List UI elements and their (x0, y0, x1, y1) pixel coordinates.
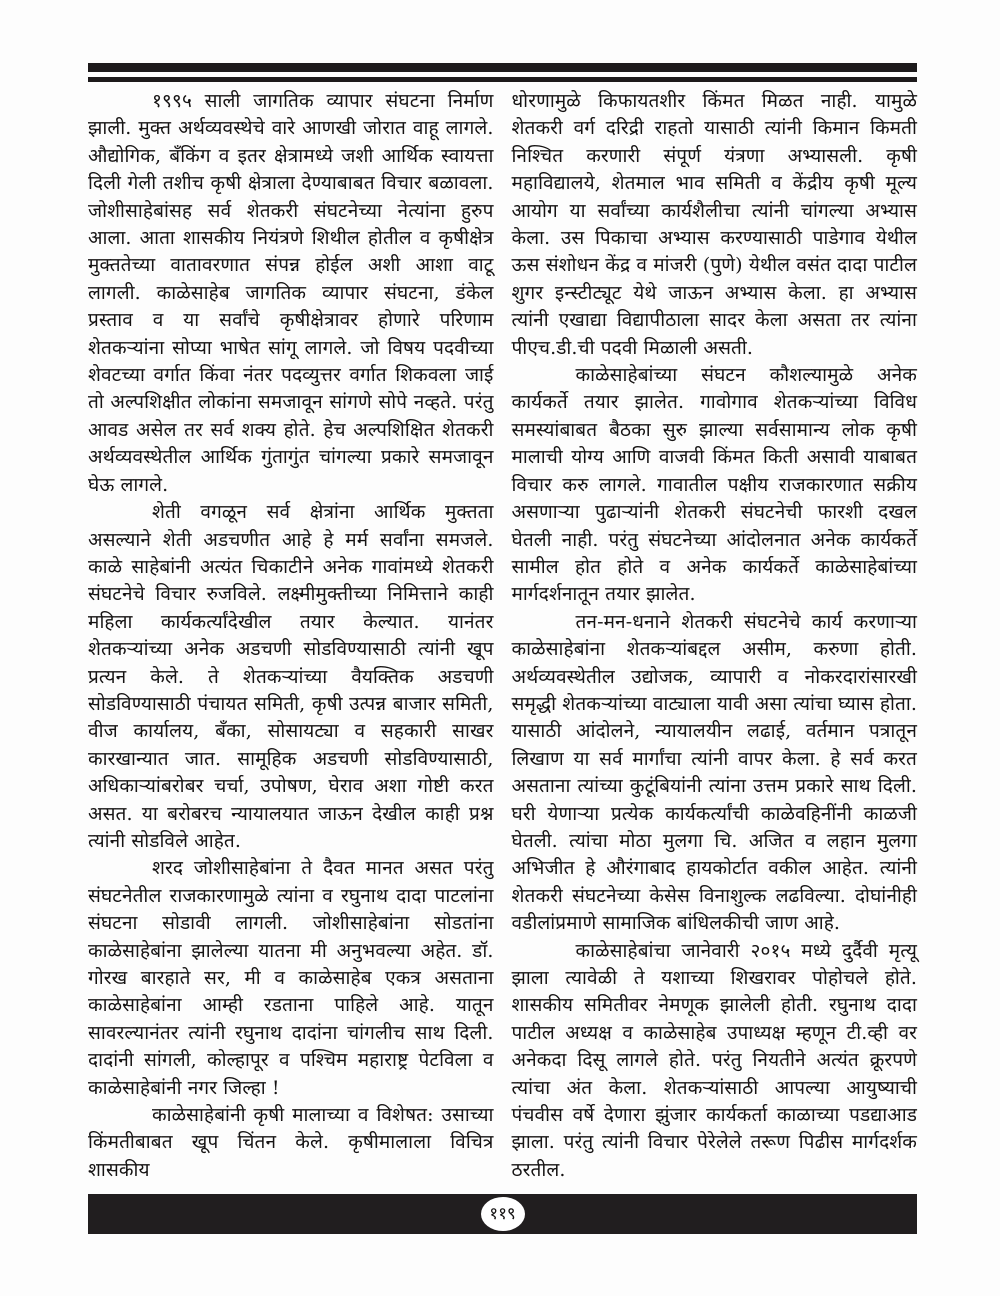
header-rule-thin (88, 77, 917, 82)
paragraph-4: काळेसाहेबांनी कृषी मालाच्या व विशेषत: उसाच्या किंमतीबाबत खूप चिंतन केले. कृषीमालाला विचित्र शासकीय (88, 1104, 494, 1181)
paragraph-5: काळेसाहेबांच्या संघटन कौशल्यामुळे अनेक कार्यकर्ते तयार झालेत. गावोगाव शेतकऱ्यांच्या विविध समस्यांबाबत बैठका सुरु झाल्या सर्वसामान्य लोक कृषी मालाची योग्य आणि वाजवी किंमत किती असावी याबाबत विचार करु लागले. गावातील पक्षीय राजकारणात सक्रीय असणाऱ्या पुढाऱ्यांनी शेतकरी संघटनेची फारशी दखल घेतली नाही. परंतु संघटनेच्या आंदोलनात अनेक कार्यकर्ते सामील होत होते व अनेक कार्यकर्ते काळेसाहेबांच्या मार्गदर्शनातून तयार झालेत. (511, 364, 917, 606)
page-number-badge (481, 1197, 525, 1231)
paragraph-6: तन-मन-धनाने शेतकरी संघटनेचे कार्य करणाऱ्या काळेसाहेबांना शेतकऱ्यांबद्दल असीम, करुणा होती. अर्थव्यवस्थेतील उद्योजक, व्यापारी व नोकरदारांसारखी समृद्धी शेतकऱ्यांच्या वाट्याला यावी असा त्यांचा घ्यास होता. यासाठी आंदोलने, न्यायालयीन लढाई, वर्तमान पत्रातून लिखाण या सर्व मार्गांचा त्यांनी वापर केला. हे सर्व करत असताना त्यांच्या कुटूंबियांनी त्यांना उत्तम प्रकारे साथ दिली. घरी येणाऱ्या प्रत्येक कार्यकर्त्यांची काळेवहिनींनी काळजी घेतली. त्यांचा मोठा मुलगा चि. अजित व लहान मुलगा अभिजीत हे औरंगाबाद हायकोर्टात वकील आहेत. त्यांनी शेतकरी संघटनेच्या केसेस विनाशुल्क लढविल्या. दोघांनीही वडीलांप्रमाणे सामाजिक बांधिलकीची जाण आहे. (511, 610, 917, 935)
paragraph-2: शेती वगळून सर्व क्षेत्रांना आर्थिक मुक्तता असल्याने शेती अडचणीत आहे हे मर्म सर्वांना समजले. काळे साहेबांनी अत्यंत चिकाटीने अनेक गावांमध्ये शेतकरी संघटनेचे विचार रुजविले. लक्ष्मीमुक्तीच्या निमित्ताने काही महिला कार्यकर्त्यांदेखील तयार केल्यात. यानंतर शेतकऱ्यांच्या अनेक अडचणी सोडविण्यासाठी त्यांनी खूप प्रत्यन केले. ते शेतकऱ्यांच्या वैयक्तिक अडचणी सोडविण्यासाठी पंचायत समिती, कृषी उत्पन्न बाजार समिती, वीज कार्यालय, बँका, सोसायट्या व सहकारी साखर कारखान्यात जात. सामूहिक अडचणी सोडविण्यासाठी, अधिकाऱ्यांबरोबर चर्चा, उपोषण, घेराव अशा गोष्टी करत असत. या बरोबरच न्यायालयात जाऊन देखील काही प्रश्न त्यांनी सोडविले आहेत. (88, 501, 494, 852)
page-number: ११९ (489, 1203, 516, 1224)
left-column (88, 88, 494, 1213)
paragraph-4-continued: धोरणामुळे किफायतशीर किंमत मिळत नाही. यामुळे शेतकरी वर्ग दरिद्री राहतो यासाठी त्यांनी किमान किमती निश्चित करणारी संपूर्ण यंत्रणा अभ्यासली. कृषी महाविद्यालये, शेतमाल भाव समिती व केंद्रीय कृषी मूल्य आयोग या सर्वांच्या कार्यशैलीचा त्यांनी चांगल्या अभ्यास केला. उस पिकाचा अभ्यास करण्यासाठी पाडेगाव येथील ऊस संशोधन केंद्र व मांजरी (पुणे) येथील वसंत दादा पाटील शुगर इन्स्टीट्यूट येथे जाऊन अभ्यास केला. हा अभ्यास त्यांनी एखाद्या विद्यापीठाला सादर केला असता तर त्यांना पीएच.डी.ची पदवी मिळाली असती. (511, 90, 917, 359)
footer-bar (88, 1194, 917, 1234)
page-content (88, 88, 917, 1213)
paragraph-7: काळेसाहेबांचा जानेवारी २०१५ मध्ये दुर्दैवी मृत्यू झाला त्यावेळी ते यशाच्या शिखरावर पोहोचले होते. शासकीय समितीवर नेमणूक झालेली होती. रघुनाथ दादा पाटील अध्यक्ष व काळेसाहेब उपाध्यक्ष म्हणून टी.व्ही वर अनेकदा दिसू लागले होते. परंतु नियतीने अत्यंत क्रूरपणे त्यांचा अंत केला. शेतकऱ्यांसाठी आपल्या आयुष्याची पंचवीस वर्षे देणारा झुंजार कार्यकर्ता काळाच्या पडद्याआड झाला. परंतु त्यांनी विचार पेरेलेले तरूण पिढीस मार्गदर्शक ठरतील. (511, 939, 917, 1181)
paragraph-1: १९९५ साली जागतिक व्यापार संघटना निर्माण झाली. मुक्त अर्थव्यवस्थेचे वारे आणखी जोरात वाहू लागले. औद्योगिक, बँकिंग व इतर क्षेत्रामध्ये जशी आर्थिक स्वायत्ता दिली गेली तशीच कृषी क्षेत्राला देण्याबाबत विचार बळावला. जोशीसाहेबांसह सर्व शेतकरी संघटनेच्या नेत्यांना हुरुप आला. आता शासकीय नियंत्रणे शिथील होतील व कृषीक्षेत्र मुक्ततेच्या वातावरणात संपन्न होईल अशी आशा वाटू लागली. काळेसाहेब जागतिक व्यापार संघटना, डंकेल प्रस्ताव व या सर्वांचे कृषीक्षेत्रावर होणारे परिणाम शेतकऱ्यांना सोप्या भाषेत सांगू लागले. जो विषय पदवीच्या शेवटच्या वर्गात किंवा नंतर पदव्युत्तर वर्गात शिकवला जाई तो अल्पशिक्षीत लोकांना समजावून सांगणे सोपे नव्हते. परंतु आवड असेल तर सर्व शक्य होते. हेच अल्पशिक्षित शेतकरी अर्थव्यवस्थेतील आर्थिक गुंतागुंत चांगल्या प्रकारे समजावून घेऊ लागले. (88, 90, 494, 496)
paragraph-3: शरद जोशीसाहेबांना ते दैवत मानत असत परंतु संघटनेतील राजकारणामुळे त्यांना व रघुनाथ दादा पाटलांना संघटना सोडावी लागली. जोशीसाहेबांना सोडतांना काळेसाहेबांना झालेल्या यातना मी अनुभवल्या अहेत. डॉ. गोरख बारहाते सर, मी व काळेसाहेब एकत्र असताना काळेसाहेबांना आम्ही रडताना पाहिले आहे. यातून सावरल्यानंतर त्यांनी रघुनाथ दादांना चांगलीच साथ दिली. दादांनी सांगली, कोल्हापूर व पश्चिम महाराष्ट्र पेटविला व काळेसाहेबांनी नगर जिल्हा ! (88, 857, 494, 1099)
header-rule-thick (88, 63, 917, 72)
right-column (512, 88, 918, 1213)
